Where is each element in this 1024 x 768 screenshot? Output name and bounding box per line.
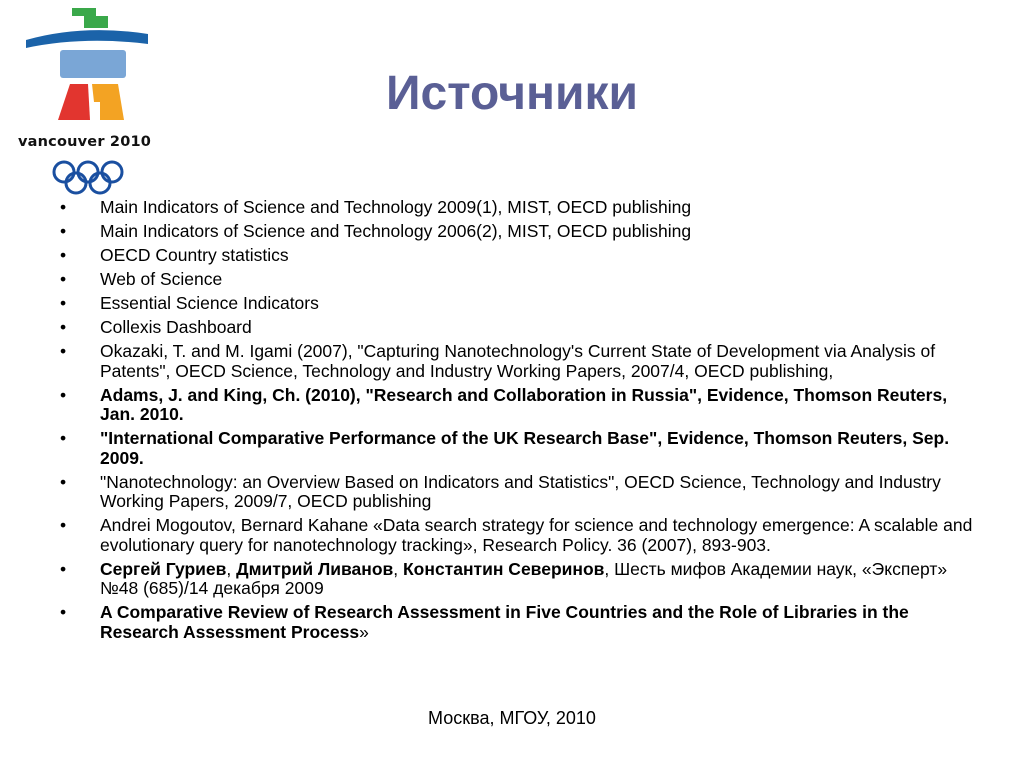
bullet: •: [60, 515, 67, 535]
footer: Москва, МГОУ, 2010: [428, 708, 596, 728]
page-title: Источники: [385, 67, 639, 120]
reference-text: "International Comparative Performance of the UK Research Base", Evidence, Thomson Reuters, Sep. 2009.: [100, 428, 950, 468]
reference-text: Collexis Dashboard: [100, 317, 252, 337]
list-item: [60, 270, 980, 290]
bullet: •: [60, 558, 67, 579]
bullet: •: [60, 471, 67, 492]
reference-text: Andrei Mogoutov, Bernard Kahane «Data search strategy for science and technology emergence: A scalable and evolutionary query for nanotechnology tracking», Research Policy. 36 (2007), 893-903.: [100, 515, 973, 555]
bullet: •: [60, 245, 67, 265]
reference-text: , Шесть мифов Академии наук, «Эксперт» №48 (685)/14 декабря 2009: [100, 558, 948, 598]
reference-list: [60, 198, 980, 647]
bullet: •: [60, 221, 67, 241]
reference-text: Adams, J. and King, Ch. (2010), "Research and Collaboration in Russia", Evidence, Thomson Reuters, Jan. 2010.: [100, 384, 948, 424]
reference-text: »: [359, 621, 369, 642]
reference-text: Essential Science Indicators: [100, 293, 319, 313]
bullet: •: [60, 317, 67, 337]
list-item: [60, 222, 980, 242]
bullet: •: [60, 602, 67, 622]
reference-text: Main Indicators of Science and Technology 2009(1), MIST, OECD publishing: [100, 197, 692, 217]
logo-caption: vancouver 2010: [18, 134, 152, 150]
bullet: •: [60, 269, 67, 289]
reference-text: ,: [226, 558, 237, 579]
list-item: [60, 342, 980, 381]
reference-text: A Comparative Review of Research Assessment in Five Countries and the Role of Libraries in the Research Assessment Process: [100, 602, 909, 642]
list-item: [60, 386, 980, 425]
bullet: •: [60, 428, 67, 448]
bullet: •: [60, 341, 67, 361]
bullet: •: [60, 197, 67, 217]
list-item: [60, 603, 980, 642]
reference-text: Web of Science: [100, 269, 223, 289]
bullet: •: [60, 293, 67, 313]
reference-text: Сергей Гуриев: [100, 558, 227, 579]
reference-text: Main Indicators of Science and Technology 2006(2), MIST, OECD publishing: [100, 221, 692, 241]
list-item: [60, 198, 980, 218]
list-item: [60, 294, 980, 314]
reference-text: Дмитрий Ливанов: [236, 558, 394, 579]
reference-text: Константин Северинов: [403, 558, 605, 579]
reference-text: ,: [393, 558, 403, 579]
list-item: [60, 473, 980, 512]
list-item: [60, 516, 980, 555]
list-item: [60, 560, 980, 599]
list-item: [60, 429, 980, 468]
reference-text: OECD Country statistics: [100, 245, 289, 265]
reference-text: "Nanotechnology: an Overview Based on Indicators and Statistics", OECD Science, Technology and Industry Working Papers, 2009/7, OECD publishing: [100, 471, 941, 511]
list-item: [60, 246, 980, 266]
reference-text: Okazaki, T. and M. Igami (2007), "Capturing Nanotechnology's Current State of Development via Analysis of Patents", OECD Science, Technology and Industry Working Papers, 2007/4, OECD publishing,: [100, 341, 936, 381]
bullet: •: [60, 384, 67, 405]
list-item: [60, 318, 980, 338]
